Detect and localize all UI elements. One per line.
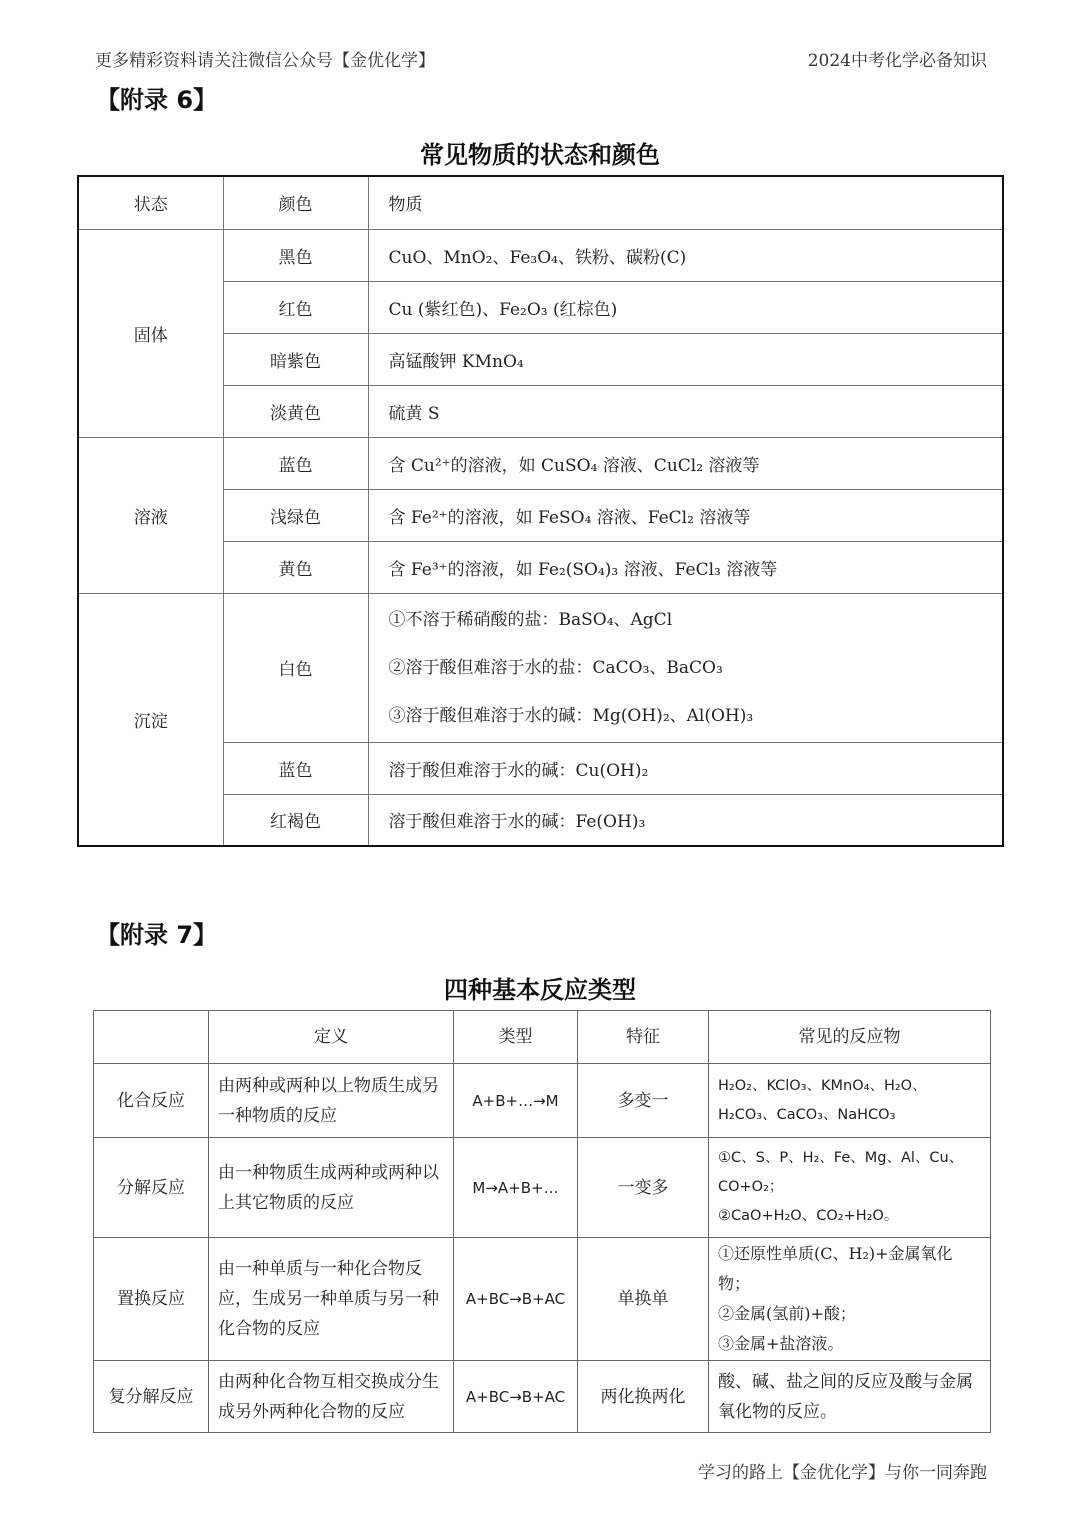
substance-cell: 溶于酸但难溶于水的碱：Cu(OH)₂ [368,742,1003,794]
reactants-line: ②金属(氢前)+酸； [718,1304,856,1323]
appendix-6-title: 常见物质的状态和颜色 [420,141,660,169]
table-row [94,1238,991,1361]
substance-cell: Cu (紫红色)、Fe₂O₃ (红棕色) [368,281,1003,333]
table-row [78,229,1003,281]
reactants-line: 酸、碱、盐之间的反应及酸与金属氧化物的反应。 [718,1371,973,1422]
column-header-state: 状态 [78,176,223,229]
color-cell: 黄色 [223,541,368,593]
feature-cell: 两化换两化 [578,1361,709,1433]
feature-cell: 单换单 [578,1238,709,1361]
appendix-7-title: 四种基本反应类型 [444,976,636,1004]
reactants-line: ②CaO+H₂O、CO₂+H₂O。 [718,1208,899,1224]
table-row [94,1361,991,1433]
color-cell: 蓝色 [223,437,368,489]
table-row [78,593,1003,742]
definition-cell: 由两种或两种以上物质生成另一种物质的反应 [209,1064,454,1138]
table-header-row [94,1011,991,1064]
table-header-row [78,176,1003,229]
pattern-cell: M→A+B+… [454,1138,578,1238]
substance-line: ①不溶于稀硝酸的盐：BaSO₄、AgCl [388,609,673,630]
reactants-line: ③金属+盐溶液。 [718,1334,844,1353]
column-header-type: 类型 [454,1011,578,1064]
reactants-cell [709,1238,991,1361]
color-cell: 浅绿色 [223,489,368,541]
column-header-substance: 物质 [368,176,1003,229]
substance-cell: 溶于酸但难溶于水的碱：Fe(OH)₃ [368,794,1003,846]
table-row [94,1138,991,1238]
column-header-color: 颜色 [223,176,368,229]
substance-cell: 硫黄 S [368,385,1003,437]
header-left-text: 更多精彩资料请关注微信公众号【金优化学】 [95,51,435,71]
states-colors-table [77,175,1004,847]
reactants-line: ①C、S、P、H₂、Fe、Mg、Al、Cu、CO+O₂； [718,1150,964,1195]
substance-cell: 含 Fe²⁺的溶液，如 FeSO₄ 溶液、FeCl₂ 溶液等 [368,489,1003,541]
footer-text: 学习的路上【金优化学】与你一同奔跑 [698,1463,987,1483]
reactants-cell [709,1361,991,1433]
state-cell-precipitate: 沉淀 [78,593,223,846]
feature-cell: 多变一 [578,1064,709,1138]
color-cell: 暗紫色 [223,333,368,385]
reaction-name-cell: 分解反应 [94,1138,209,1238]
substance-cell-multiline [368,593,1003,742]
reactants-cell [709,1064,991,1138]
color-cell: 淡黄色 [223,385,368,437]
substance-line: ③溶于酸但难溶于水的碱：Mg(OH)₂、Al(OH)₃ [388,705,754,726]
column-header-feature: 特征 [578,1011,709,1064]
color-cell: 黑色 [223,229,368,281]
column-header-definition: 定义 [209,1011,454,1064]
state-cell-solution: 溶液 [78,437,223,593]
reaction-name-cell: 复分解反应 [94,1361,209,1433]
color-cell: 白色 [223,593,368,742]
column-header-blank [94,1011,209,1064]
substance-line: ②溶于酸但难溶于水的盐：CaCO₃、BaCO₃ [388,657,723,678]
reaction-name-cell: 化合反应 [94,1064,209,1138]
pattern-cell: A+BC→B+AC [454,1361,578,1433]
substance-cell: 高锰酸钾 KMnO₄ [368,333,1003,385]
pattern-cell: A+BC→B+AC [454,1238,578,1361]
definition-cell: 由两种化合物互相交换成分生成另外两种化合物的反应 [209,1361,454,1433]
color-cell: 蓝色 [223,742,368,794]
pattern-cell: A+B+…→M [454,1064,578,1138]
definition-cell: 由一种物质生成两种或两种以上其它物质的反应 [209,1138,454,1238]
reactants-cell [709,1138,991,1238]
state-cell-solid: 固体 [78,229,223,437]
table-row [94,1064,991,1138]
appendix-6-label: 【附录 6】 [96,86,218,114]
reactants-line: ①还原性单质(C、H₂)+金属氧化物； [718,1244,953,1293]
substance-cell: 含 Cu²⁺的溶液，如 CuSO₄ 溶液、CuCl₂ 溶液等 [368,437,1003,489]
header-right-text: 2024中考化学必备知识 [807,51,987,71]
substance-cell: 含 Fe³⁺的溶液，如 Fe₂(SO₄)₃ 溶液、FeCl₃ 溶液等 [368,541,1003,593]
appendix-7-label: 【附录 7】 [96,921,218,949]
color-cell: 红色 [223,281,368,333]
feature-cell: 一变多 [578,1138,709,1238]
substance-cell: CuO、MnO₂、Fe₃O₄、铁粉、碳粉(C) [368,229,1003,281]
table-row [78,437,1003,489]
column-header-reactants: 常见的反应物 [709,1011,991,1064]
reaction-types-table [93,1010,991,1433]
reaction-name-cell: 置换反应 [94,1238,209,1361]
reactants-line: H₂O₂、KClO₃、KMnO₄、H₂O、H₂CO₃、CaCO₃、NaHCO₃ [718,1077,927,1123]
color-cell: 红褐色 [223,794,368,846]
definition-cell: 由一种单质与一种化合物反应，生成另一种单质与另一种化合物的反应 [209,1238,454,1361]
